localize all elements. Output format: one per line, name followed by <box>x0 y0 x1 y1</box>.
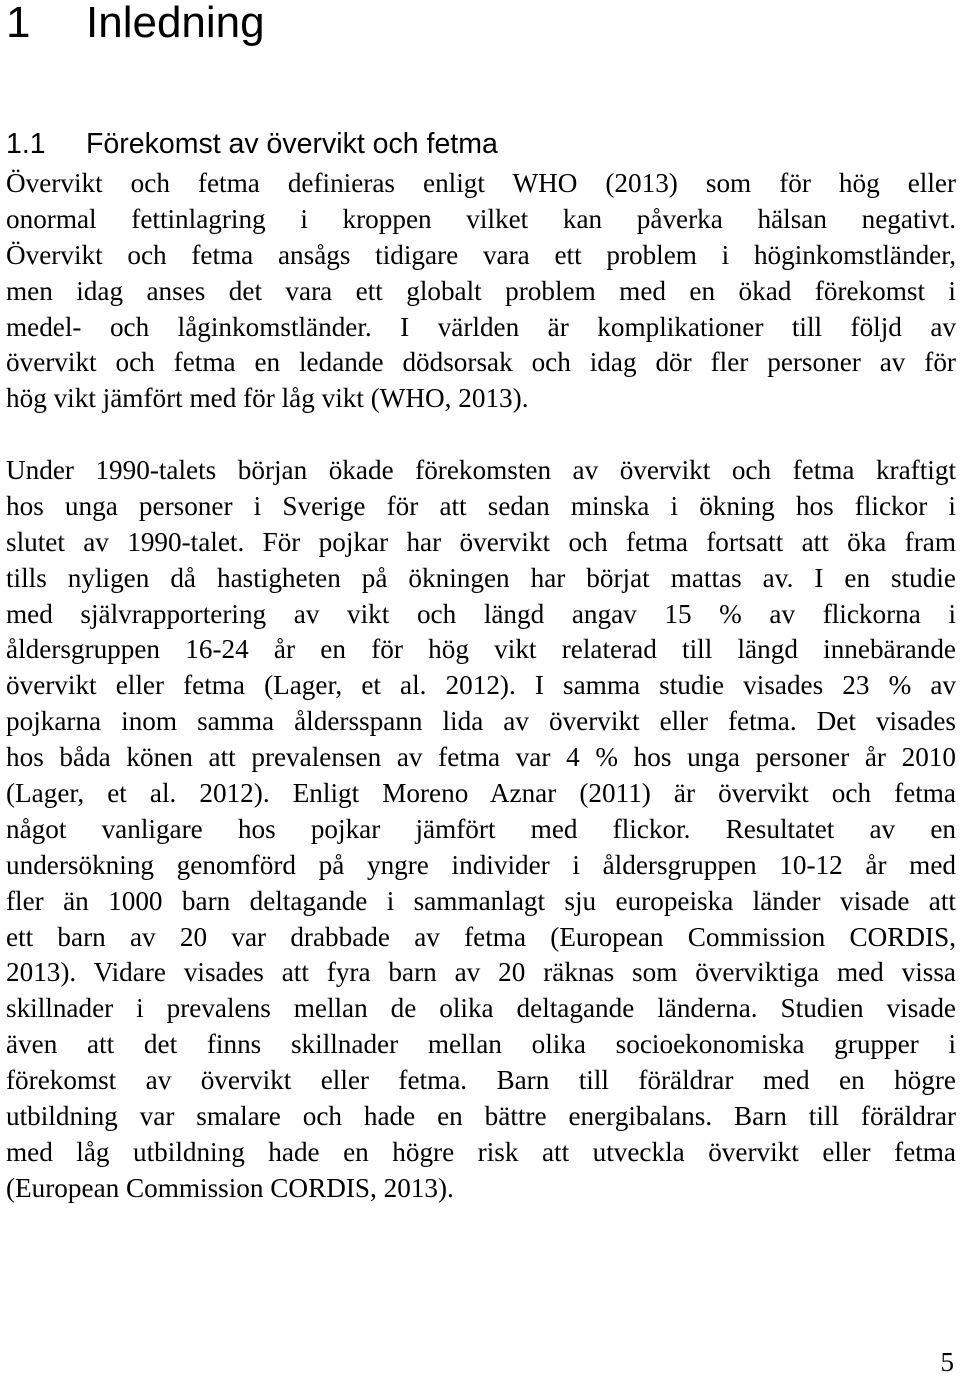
text-line: slutet av 1990-talet. För pojkar har övervikt och fetma fortsatt att öka fram <box>6 526 956 557</box>
text-line: åldersgruppen 16-24 år en för hög vikt relaterad till längd innebärande <box>6 634 956 665</box>
section-number: 1.1 <box>6 128 46 160</box>
text-line: även att det finns skillnader mellan olika socioekonomiska grupper i <box>6 1029 956 1060</box>
text-line: förekomst av övervikt eller fetma. Barn till föräldrar med en högre <box>6 1065 956 1096</box>
text-line: pojkarna inom samma åldersspann lida av övervikt eller fetma. Det visades <box>6 706 956 737</box>
text-line: Under 1990-talets början ökade förekomsten av övervikt och fetma kraftigt <box>6 455 956 485</box>
text-line: fler än 1000 barn deltagande i sammanlagt sju europeiska länder visade att <box>6 885 956 916</box>
text-line: (European Commission CORDIS, 2013). <box>6 1172 454 1203</box>
text-line: med låg utbildning hade en högre risk att utveckla övervikt eller fetma <box>6 1136 956 1167</box>
text-line: Övervikt och fetma ansågs tidigare vara ett problem i höginkomstländer, <box>6 239 956 270</box>
section-heading <box>6 124 498 164</box>
text-line: ett barn av 20 var drabbade av fetma (European Commission CORDIS, <box>6 921 956 952</box>
text-line: hos unga personer i Sverige för att sedan minska i ökning hos flickor i <box>6 490 956 521</box>
text-line: skillnader i prevalens mellan de olika deltagande länderna. Studien visade <box>6 993 956 1024</box>
text-line: onormal fettinlagring i kroppen vilket kan påverka hälsan negativt. <box>6 203 956 234</box>
text-line: utbildning var smalare och hade en bättre energibalans. Barn till föräldrar <box>6 1101 956 1132</box>
text-line: tills nyligen då hastigheten på ökningen har börjat mattas av. I en studie <box>6 562 956 593</box>
chapter-number: 1 <box>6 0 31 47</box>
text-line: övervikt och fetma en ledande dödsorsak och idag dör fler personer av för <box>6 347 956 378</box>
text-line: undersökning genomförd på yngre individer i åldersgruppen 10-12 år med <box>6 849 956 880</box>
section-title: Förekomst av övervikt och fetma <box>86 128 498 160</box>
text-line: Övervikt och fetma definieras enligt WHO (2013) som för hög eller <box>6 168 956 198</box>
text-line: hos båda könen att prevalensen av fetma var 4 % hos unga personer år 2010 <box>6 742 956 773</box>
text-line: 2013). Vidare visades att fyra barn av 20 räknas som överviktiga med vissa <box>6 957 956 988</box>
text-line: (Lager, et al. 2012). Enligt Moreno Aznar (2011) är övervikt och fetma <box>6 778 956 809</box>
chapter-title: Inledning <box>86 0 265 47</box>
text-line: men idag anses det vara ett globalt problem med en ökad förekomst i <box>6 275 956 306</box>
paragraph-2 <box>6 453 956 1207</box>
text-line: övervikt eller fetma (Lager, et al. 2012). I samma studie visades 23 % av <box>6 670 956 701</box>
text-line: hög vikt jämfört med för låg vikt (WHO, 2013). <box>6 383 529 414</box>
text-line: medel- och låginkomstländer. I världen är komplikationer till följd av <box>6 311 956 342</box>
text-line: med självrapportering av vikt och längd angav 15 % av flickorna i <box>6 598 956 629</box>
text-line: något vanligare hos pojkar jämfört med flickor. Resultatet av en <box>6 813 956 844</box>
page-number: 5 <box>940 1347 954 1377</box>
paragraph-1 <box>6 166 956 417</box>
chapter-heading <box>6 0 265 50</box>
